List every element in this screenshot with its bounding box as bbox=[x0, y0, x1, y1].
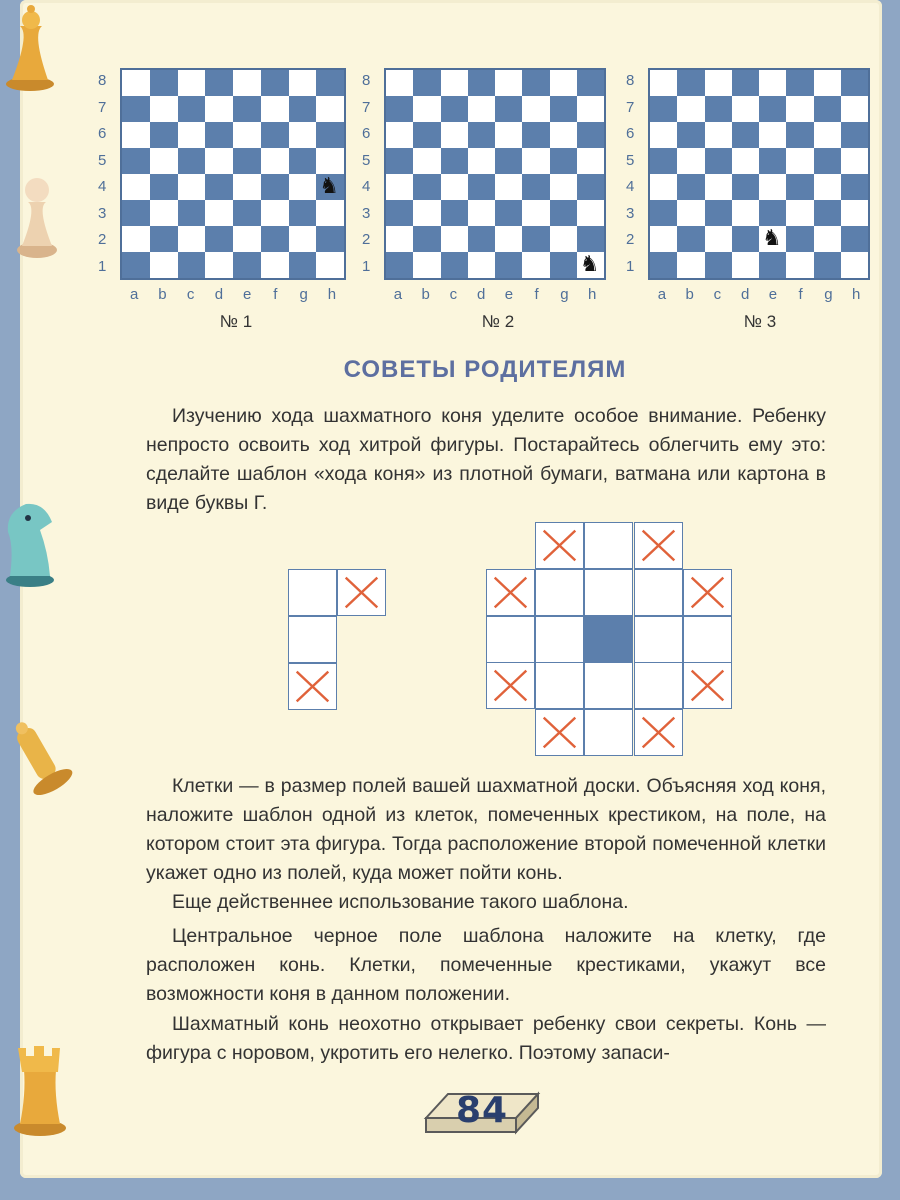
board-square bbox=[705, 252, 732, 278]
board-square bbox=[705, 200, 732, 226]
template-cell-marked bbox=[337, 569, 386, 616]
board-square bbox=[522, 252, 549, 278]
board-square bbox=[150, 70, 178, 96]
board-square bbox=[386, 96, 413, 122]
board-square bbox=[495, 122, 522, 148]
file-label: a bbox=[129, 286, 139, 303]
board-square bbox=[577, 96, 604, 122]
board-square bbox=[522, 122, 549, 148]
board-square bbox=[759, 200, 786, 226]
board-square bbox=[732, 174, 759, 200]
board-square bbox=[495, 252, 522, 278]
board-square bbox=[522, 200, 549, 226]
rank-label: 7 bbox=[98, 98, 107, 116]
rank-label: 6 bbox=[98, 125, 107, 143]
board-square bbox=[122, 70, 150, 96]
board-square bbox=[677, 200, 704, 226]
board-square bbox=[705, 122, 732, 148]
template-cell-marked bbox=[683, 569, 732, 616]
board-square bbox=[522, 226, 549, 252]
rank-label: 8 bbox=[626, 72, 635, 90]
board-square bbox=[386, 252, 413, 278]
board-square bbox=[289, 148, 317, 174]
rank-label: 5 bbox=[98, 151, 107, 169]
board-square bbox=[705, 96, 732, 122]
rank-label: 3 bbox=[362, 204, 371, 222]
board-square bbox=[468, 148, 495, 174]
cross-icon bbox=[635, 710, 682, 755]
board-square bbox=[386, 148, 413, 174]
rank-label: 3 bbox=[98, 204, 107, 222]
board-square bbox=[577, 70, 604, 96]
board-square bbox=[413, 200, 440, 226]
board-square bbox=[233, 148, 261, 174]
rank-label: 1 bbox=[626, 257, 635, 275]
file-label: d bbox=[740, 286, 750, 303]
board-square bbox=[178, 70, 206, 96]
board-square bbox=[122, 174, 150, 200]
board-square bbox=[550, 200, 577, 226]
board-square bbox=[732, 148, 759, 174]
board-square bbox=[289, 174, 317, 200]
board-square bbox=[841, 70, 868, 96]
paragraph-4: Центральное черное поле шаблона наложите на клетку, где расположен конь. Клетки, помеченные крестиками, укажут все возможности коня в данном положении. bbox=[146, 925, 826, 1005]
board-square bbox=[786, 96, 813, 122]
rank-label: 5 bbox=[362, 151, 371, 169]
file-label: e bbox=[768, 286, 778, 303]
board-square bbox=[441, 70, 468, 96]
file-label: h bbox=[851, 286, 861, 303]
board-square bbox=[122, 122, 150, 148]
board-square bbox=[732, 226, 759, 252]
board-square bbox=[386, 174, 413, 200]
board-square bbox=[495, 226, 522, 252]
file-label: f bbox=[798, 286, 803, 303]
board-square bbox=[441, 148, 468, 174]
board-square bbox=[316, 174, 344, 200]
board-square bbox=[786, 226, 813, 252]
template-cell-marked bbox=[288, 663, 337, 710]
board-square bbox=[468, 174, 495, 200]
board-square bbox=[786, 122, 813, 148]
file-label: h bbox=[587, 286, 597, 303]
board-square bbox=[150, 96, 178, 122]
file-label: a bbox=[393, 286, 403, 303]
rank-label: 8 bbox=[98, 72, 107, 90]
rank-label: 6 bbox=[626, 125, 635, 143]
template-cell-marked bbox=[535, 709, 584, 756]
board-square bbox=[786, 70, 813, 96]
board-square bbox=[261, 122, 289, 148]
board-square bbox=[261, 174, 289, 200]
paragraph-3: Еще действеннее использование такого шаблона. bbox=[172, 891, 629, 913]
board-square bbox=[150, 122, 178, 148]
cross-icon bbox=[487, 663, 534, 708]
board-square bbox=[814, 252, 841, 278]
board-square bbox=[150, 226, 178, 252]
rank-label: 8 bbox=[362, 72, 371, 90]
rank-label: 6 bbox=[362, 125, 371, 143]
board-number: № 2 bbox=[481, 312, 515, 331]
paragraph-2: Клетки — в размер полей вашей шахматной доски. Объясняя ход коня, наложите шаблон одной из клеток, помеченных крестиком, на поле, на котором стоит эта фигура. Тогда расположение второй помеченной клетки укажет одно из полей, куда может пойти конь. bbox=[146, 775, 826, 884]
board-square bbox=[413, 96, 440, 122]
board-square bbox=[441, 226, 468, 252]
board-square bbox=[233, 96, 261, 122]
board-square bbox=[316, 200, 344, 226]
board-square bbox=[468, 96, 495, 122]
board-square bbox=[650, 252, 677, 278]
board-square bbox=[677, 174, 704, 200]
board-square bbox=[577, 148, 604, 174]
board-square bbox=[786, 174, 813, 200]
board-square bbox=[841, 226, 868, 252]
file-label: e bbox=[242, 286, 252, 303]
board-square bbox=[386, 70, 413, 96]
board-square bbox=[233, 70, 261, 96]
board-square bbox=[650, 200, 677, 226]
rank-label: 1 bbox=[362, 257, 371, 275]
board-square bbox=[522, 174, 549, 200]
board-square bbox=[732, 200, 759, 226]
board-square bbox=[441, 122, 468, 148]
knight-icon: ♞ bbox=[762, 226, 782, 251]
template-cell-marked bbox=[683, 662, 732, 709]
paragraph-1: Изучению хода шахматного коня уделите особое внимание. Ребенку непросто освоить ход хитрой фигуры. Постарайтесь облегчить ему это: сделайте шаблон «хода коня» из плотной бумаги, ватмана или картона в виде буквы Г. bbox=[146, 405, 826, 514]
board-square bbox=[522, 70, 549, 96]
template-center-cell bbox=[584, 616, 633, 663]
cross-icon bbox=[289, 664, 336, 709]
board-square bbox=[577, 200, 604, 226]
board-square bbox=[205, 174, 233, 200]
board-square bbox=[178, 252, 206, 278]
board-square bbox=[233, 226, 261, 252]
rank-label: 1 bbox=[98, 257, 107, 275]
board-square bbox=[316, 122, 344, 148]
template-cell bbox=[584, 522, 633, 569]
rank-label: 7 bbox=[626, 98, 635, 116]
rank-label: 3 bbox=[626, 204, 635, 222]
chess-board-2 bbox=[356, 60, 616, 360]
file-label: e bbox=[504, 286, 514, 303]
board-square bbox=[289, 252, 317, 278]
board-square bbox=[386, 226, 413, 252]
board-square bbox=[122, 96, 150, 122]
board-square bbox=[122, 252, 150, 278]
template-cell bbox=[584, 662, 633, 709]
board-square bbox=[677, 122, 704, 148]
board-square bbox=[577, 122, 604, 148]
board-number: № 1 bbox=[219, 312, 253, 331]
template-cell bbox=[288, 616, 337, 663]
file-label: c bbox=[449, 286, 458, 303]
board-square bbox=[814, 70, 841, 96]
board-square bbox=[289, 122, 317, 148]
file-label: g bbox=[560, 286, 569, 303]
board-square bbox=[759, 70, 786, 96]
board-square bbox=[261, 96, 289, 122]
file-label: d bbox=[214, 286, 224, 303]
rook-icon bbox=[6, 1034, 72, 1138]
board-grid bbox=[384, 68, 606, 280]
board-square bbox=[205, 200, 233, 226]
knight-icon bbox=[0, 496, 58, 588]
board-square bbox=[814, 226, 841, 252]
board-square bbox=[150, 200, 178, 226]
board-square bbox=[841, 96, 868, 122]
template-cell bbox=[288, 569, 337, 616]
board-square bbox=[550, 226, 577, 252]
board-square bbox=[386, 200, 413, 226]
board-square bbox=[759, 226, 786, 252]
board-square bbox=[495, 96, 522, 122]
board-square bbox=[316, 96, 344, 122]
board-square bbox=[441, 174, 468, 200]
file-label: h bbox=[327, 286, 337, 303]
board-square bbox=[289, 226, 317, 252]
board-square bbox=[261, 70, 289, 96]
board-square bbox=[495, 174, 522, 200]
rank-label: 5 bbox=[626, 151, 635, 169]
board-square bbox=[468, 226, 495, 252]
board-square bbox=[786, 148, 813, 174]
board-square bbox=[413, 148, 440, 174]
board-square bbox=[522, 148, 549, 174]
board-square bbox=[233, 122, 261, 148]
cross-icon bbox=[684, 663, 731, 708]
board-square bbox=[495, 148, 522, 174]
board-square bbox=[841, 174, 868, 200]
board-square bbox=[841, 122, 868, 148]
file-label: g bbox=[824, 286, 833, 303]
template-cell bbox=[535, 569, 584, 616]
board-square bbox=[178, 226, 206, 252]
queen-icon bbox=[2, 4, 60, 94]
rank-label: 2 bbox=[98, 231, 107, 249]
board-square bbox=[150, 252, 178, 278]
board-square bbox=[441, 200, 468, 226]
board-square bbox=[233, 174, 261, 200]
rank-label: 2 bbox=[626, 231, 635, 249]
board-square bbox=[759, 252, 786, 278]
board-grid bbox=[120, 68, 346, 280]
file-label: b bbox=[421, 286, 430, 303]
board-square bbox=[732, 122, 759, 148]
template-cell-marked bbox=[634, 522, 683, 569]
board-square bbox=[759, 122, 786, 148]
page-number: 84 bbox=[455, 1090, 509, 1131]
board-square bbox=[441, 96, 468, 122]
board-square bbox=[705, 70, 732, 96]
cross-icon bbox=[487, 570, 534, 615]
board-square bbox=[814, 148, 841, 174]
board-square bbox=[650, 96, 677, 122]
board-square bbox=[841, 252, 868, 278]
board-square bbox=[261, 252, 289, 278]
board-square bbox=[759, 96, 786, 122]
file-label: f bbox=[534, 286, 539, 303]
rank-label: 4 bbox=[626, 178, 635, 196]
file-label: a bbox=[657, 286, 667, 303]
pawn-icon bbox=[14, 168, 60, 260]
board-square bbox=[261, 148, 289, 174]
chess-board-1 bbox=[92, 60, 352, 360]
board-square bbox=[814, 96, 841, 122]
cross-icon bbox=[338, 570, 385, 615]
board-square bbox=[316, 148, 344, 174]
board-square bbox=[261, 200, 289, 226]
board-square bbox=[814, 122, 841, 148]
file-label: b bbox=[685, 286, 694, 303]
board-square bbox=[261, 226, 289, 252]
board-square bbox=[495, 200, 522, 226]
board-square bbox=[233, 200, 261, 226]
board-square bbox=[677, 252, 704, 278]
board-square bbox=[289, 200, 317, 226]
board-square bbox=[786, 200, 813, 226]
cross-icon bbox=[684, 570, 731, 615]
rank-label: 7 bbox=[362, 98, 371, 116]
rank-label: 4 bbox=[362, 178, 371, 196]
board-square bbox=[759, 148, 786, 174]
file-label: d bbox=[476, 286, 486, 303]
board-square bbox=[577, 174, 604, 200]
file-label: g bbox=[299, 286, 308, 303]
board-square bbox=[413, 226, 440, 252]
board-square bbox=[205, 252, 233, 278]
template-cell-marked bbox=[486, 662, 535, 709]
board-square bbox=[577, 226, 604, 252]
template-cell bbox=[535, 616, 584, 663]
board-square bbox=[178, 148, 206, 174]
board-square bbox=[677, 70, 704, 96]
file-label: c bbox=[186, 286, 195, 303]
board-square bbox=[705, 226, 732, 252]
board-number: № 3 bbox=[743, 312, 777, 331]
board-square bbox=[413, 252, 440, 278]
board-square bbox=[205, 226, 233, 252]
cross-icon bbox=[536, 523, 583, 568]
board-square bbox=[178, 96, 206, 122]
board-square bbox=[677, 96, 704, 122]
board-square bbox=[413, 174, 440, 200]
board-square bbox=[150, 148, 178, 174]
template-cell bbox=[584, 569, 633, 616]
template-cell-marked bbox=[634, 709, 683, 756]
board-square bbox=[386, 122, 413, 148]
board-square bbox=[413, 122, 440, 148]
section-heading: СОВЕТЫ РОДИТЕЛЯМ bbox=[343, 356, 627, 383]
board-square bbox=[841, 148, 868, 174]
board-square bbox=[550, 174, 577, 200]
board-square bbox=[205, 122, 233, 148]
board-square bbox=[178, 122, 206, 148]
bishop-icon bbox=[0, 716, 78, 804]
board-square bbox=[550, 70, 577, 96]
board-square bbox=[650, 70, 677, 96]
cross-icon bbox=[536, 710, 583, 755]
template-cell bbox=[634, 616, 683, 663]
chess-board-3 bbox=[620, 60, 880, 360]
template-cell bbox=[584, 709, 633, 756]
board-square bbox=[495, 70, 522, 96]
board-square bbox=[677, 226, 704, 252]
knight-icon: ♞ bbox=[319, 174, 339, 199]
paragraph-5: Шахматный конь неохотно открывает ребенку свои секреты. Конь — фигура с норовом, укротить его нелегко. Поэтому запаси- bbox=[146, 1013, 826, 1064]
board-square bbox=[122, 226, 150, 252]
board-square bbox=[786, 252, 813, 278]
board-square bbox=[841, 200, 868, 226]
board-square bbox=[178, 174, 206, 200]
cross-icon bbox=[635, 523, 682, 568]
board-square bbox=[289, 96, 317, 122]
board-square bbox=[650, 174, 677, 200]
file-label: b bbox=[158, 286, 167, 303]
board-square bbox=[677, 148, 704, 174]
board-square bbox=[289, 70, 317, 96]
board-square bbox=[178, 200, 206, 226]
knight-icon: ♞ bbox=[579, 252, 600, 277]
board-square bbox=[650, 226, 677, 252]
board-square bbox=[705, 174, 732, 200]
board-square bbox=[468, 122, 495, 148]
board-square bbox=[441, 252, 468, 278]
board-square bbox=[732, 252, 759, 278]
board-square bbox=[413, 70, 440, 96]
board-grid bbox=[648, 68, 870, 280]
board-square bbox=[550, 122, 577, 148]
template-cell bbox=[634, 662, 683, 709]
board-square bbox=[550, 96, 577, 122]
rank-label: 2 bbox=[362, 231, 371, 249]
board-square bbox=[150, 174, 178, 200]
board-square bbox=[233, 252, 261, 278]
file-label: c bbox=[713, 286, 722, 303]
board-square bbox=[205, 96, 233, 122]
rank-label: 4 bbox=[98, 178, 107, 196]
template-cell-marked bbox=[486, 569, 535, 616]
board-square bbox=[122, 148, 150, 174]
board-square bbox=[316, 226, 344, 252]
board-square bbox=[814, 174, 841, 200]
board-square bbox=[316, 252, 344, 278]
board-square bbox=[814, 200, 841, 226]
board-square bbox=[759, 174, 786, 200]
board-square bbox=[205, 148, 233, 174]
template-cell bbox=[535, 662, 584, 709]
board-square bbox=[468, 70, 495, 96]
board-square bbox=[316, 70, 344, 96]
board-square bbox=[705, 148, 732, 174]
template-cell bbox=[634, 569, 683, 616]
board-square bbox=[550, 252, 577, 278]
board-square bbox=[468, 252, 495, 278]
board-square bbox=[732, 70, 759, 96]
board-square bbox=[550, 148, 577, 174]
board-square bbox=[732, 96, 759, 122]
board-square bbox=[122, 200, 150, 226]
template-cell-marked bbox=[535, 522, 584, 569]
board-square bbox=[650, 122, 677, 148]
template-cell bbox=[683, 616, 732, 663]
template-cell bbox=[486, 616, 535, 663]
board-square bbox=[650, 148, 677, 174]
board-square bbox=[205, 70, 233, 96]
file-label: f bbox=[273, 286, 278, 303]
board-square bbox=[577, 252, 604, 278]
board-square bbox=[522, 96, 549, 122]
board-square bbox=[468, 200, 495, 226]
